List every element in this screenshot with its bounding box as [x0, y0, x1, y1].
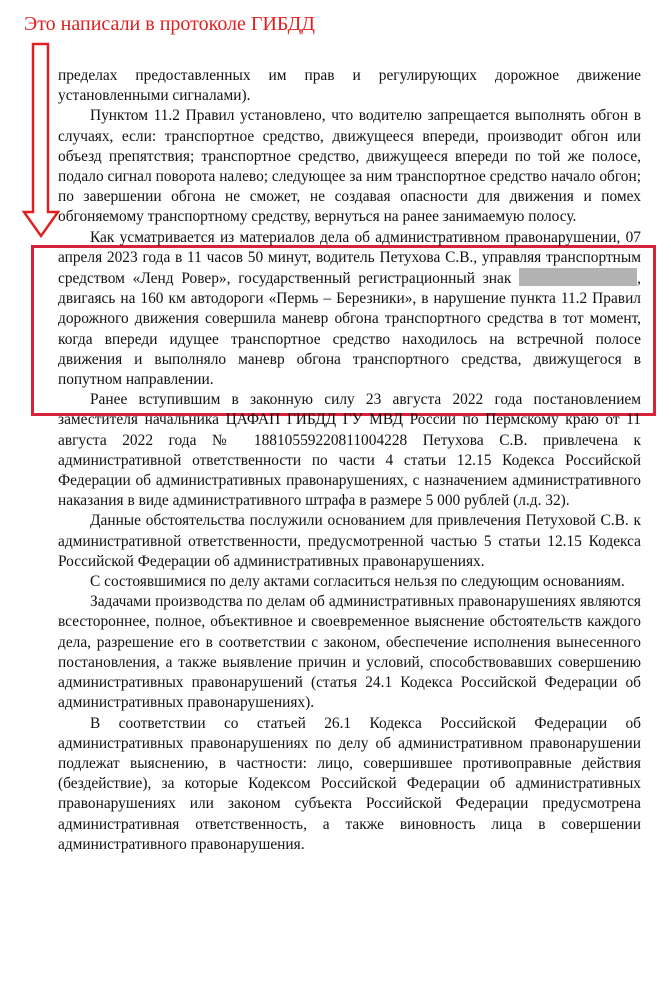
highlighted-text-end: , двигаясь на 160 км автодороги «Пермь – Березники», в нарушение пункта 11.2 Правил дорожного движения совершила маневр обгона транспортного средства в тот момент, когда впереди идущее транспортное средство находилось на встречной полосе движения и выполняло маневр обгона транспортного средства, движущегося в попутном направлении. [58, 270, 641, 389]
paragraph-5: Данные обстоятельства послужили основанием для привлечения Петуховой С.В. к административной ответственности, предусмотренной частью 5 статьи 12.15 Кодекса Российской Федерации об административных правонарушениях. [58, 512, 641, 570]
annotation-title: Это написали в протоколе ГИБДД [24, 13, 315, 35]
paragraph-2: Пунктом 11.2 Правил установлено, что водителю запрещается выполнять обгон в случаях, если: транспортное средство, движущееся впереди, производит обгон или объезд препятствия; транспортное средство, движущееся впереди по той же полосе, подало сигнал поворота налево; следующее за ним транспортное средство начало обгон; по завершении обгона не сможет, не создавая опасности для движения и помех обгоняемому транспортному средству, вернуться на ранее занимаемую полосу. [58, 107, 641, 226]
arrow-shape [24, 44, 58, 236]
paragraph-4: Ранее вступившим в законную силу 23 августа 2022 года постановлением заместителя начальника ЦАФАП ГИБДД ГУ МВД России по Пермскому краю от 11 августа 2022 года № 18810559220811004228 Петухова С.В. привлечена к административной ответственности по части 4 статьи 12.15 Кодекса Российской Федерации об административных правонарушениях, с назначением административного наказания в виде административного штрафа в размере 5 000 рублей (л.д. 32). [58, 391, 641, 510]
highlighted-paragraph [58, 228, 641, 391]
paragraph-7: Задачами производства по делам об административных правонарушениях являются всестороннее, полное, объективное и своевременное выяснение обстоятельств каждого дела, разрешение его в соответствии с законом, обеспечение исполнения вынесенного постановления, а также выявление причин и условий, способствовавших совершению административных правонарушений (статья 24.1 Кодекса Российской Федерации об административных правонарушениях). [58, 593, 641, 712]
highlighted-text-start: Как усматривается из материалов дела об административном правонарушении, 07 апреля 2023 года в 11 часов 50 минут, водитель Петухова С.В., управляя транспортным средством «Ленд Ровер», государственный регистрационный знак [58, 228, 641, 288]
paragraph-1: пределах предоставленных им прав и регулирующих дорожное движение установленными сигналами). [58, 67, 641, 105]
document-page [58, 66, 641, 855]
redacted-plate-number [519, 268, 637, 286]
paragraph-6: С состоявшимися по делу актами согласиться нельзя по следующим основаниям. [90, 573, 625, 591]
paragraph-8: В соответствии со статьей 26.1 Кодекса Российской Федерации об административных правонарушениях по делу об административном правонарушении подлежат выяснению, в частности: лицо, совершившее противоправные действия (бездействие), за которые Кодексом Российской Федерации об административных правонарушениях или законом субъекта Российской Федерации предусмотрена административная ответственность, а также виновность лица в совершении административного правонарушения. [58, 714, 641, 853]
